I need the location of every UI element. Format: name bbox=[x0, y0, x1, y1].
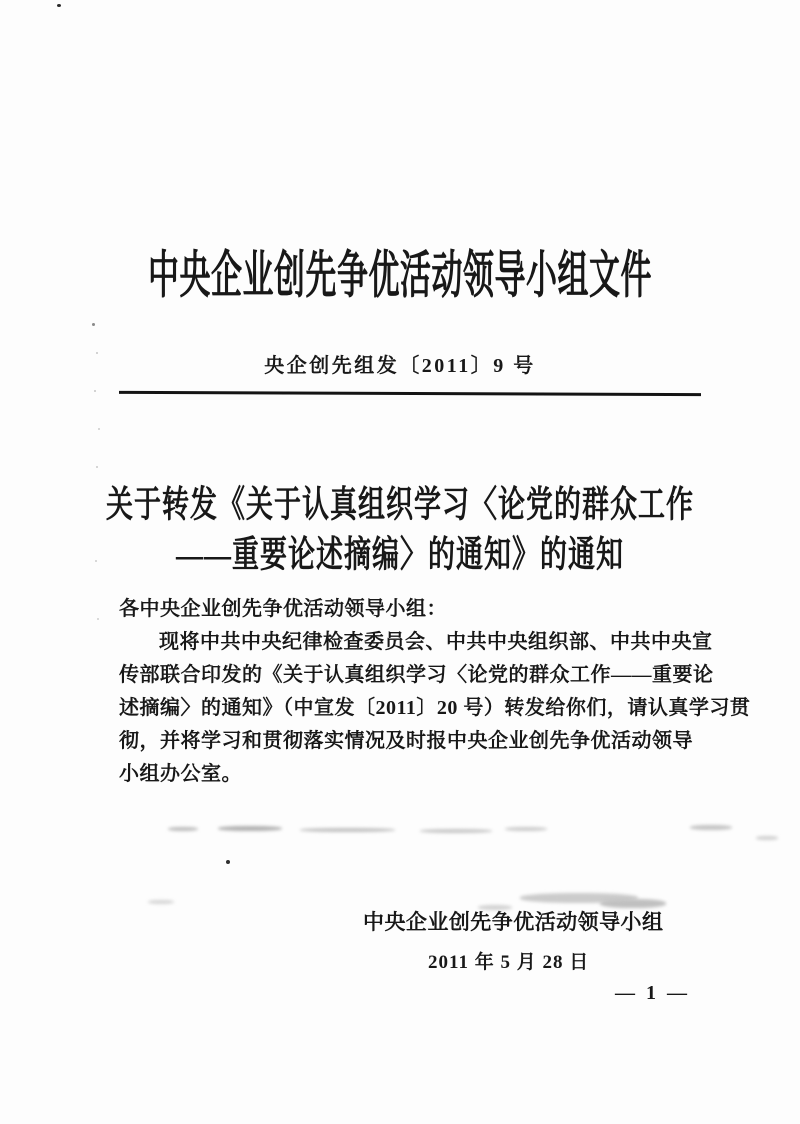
scan-smudge bbox=[756, 836, 778, 840]
body-line: 传部联合印发的《关于认真组织学习〈论党的群众工作——重要论 bbox=[119, 664, 714, 686]
document-number: 央企创先组发〔2011〕9 号 bbox=[264, 355, 536, 377]
scan-smudge bbox=[420, 829, 492, 833]
document-date: 2011 年 5 月 28 日 bbox=[428, 952, 590, 973]
scan-smudge bbox=[168, 827, 198, 831]
header-divider-rule bbox=[119, 391, 701, 396]
scan-smudge bbox=[218, 826, 282, 831]
scan-speck bbox=[94, 390, 96, 392]
scan-speck bbox=[96, 466, 98, 468]
scan-speck bbox=[95, 560, 97, 562]
document-title bbox=[0, 480, 800, 580]
scan-smudge bbox=[505, 827, 547, 831]
body-line: 小组办公室。 bbox=[119, 763, 242, 785]
scan-smudge bbox=[300, 828, 395, 832]
scan-speck bbox=[57, 4, 61, 7]
salutation-line: 各中央企业创先争优活动领导小组： bbox=[119, 598, 447, 620]
scan-speck bbox=[226, 860, 230, 864]
body-line: 述摘编〉的通知》（中宣发〔2011〕20 号）转发给你们，请认真学习贯 bbox=[119, 697, 751, 719]
scan-speck bbox=[96, 352, 98, 354]
document-title-line-1: 关于转发《关于认真组织学习〈论党的群众工作 bbox=[106, 484, 694, 525]
body-line: 彻，并将学习和贯彻落实情况及时报中央企业创先争优活动领导 bbox=[119, 730, 693, 752]
scan-speck bbox=[98, 428, 100, 430]
body-line: 现将中共中央纪律检查委员会、中共中央组织部、中共中央宣 bbox=[159, 631, 713, 653]
scan-speck bbox=[97, 618, 99, 620]
scan-smudge bbox=[478, 905, 512, 910]
document-title-line-2: ——重要论述摘编〉的通知》的通知 bbox=[176, 534, 624, 575]
page-number: — 1 — bbox=[615, 982, 690, 1004]
scan-smudge bbox=[690, 825, 732, 830]
letterhead-title: 中央企业创先争优活动领导小组文件 bbox=[148, 246, 652, 304]
issuing-authority-signature: 中央企业创先争优活动领导小组 bbox=[363, 910, 663, 934]
scan-smudge bbox=[600, 899, 666, 908]
scan-smudge bbox=[148, 900, 174, 904]
scan-speck bbox=[92, 323, 95, 326]
document-body bbox=[119, 593, 751, 791]
